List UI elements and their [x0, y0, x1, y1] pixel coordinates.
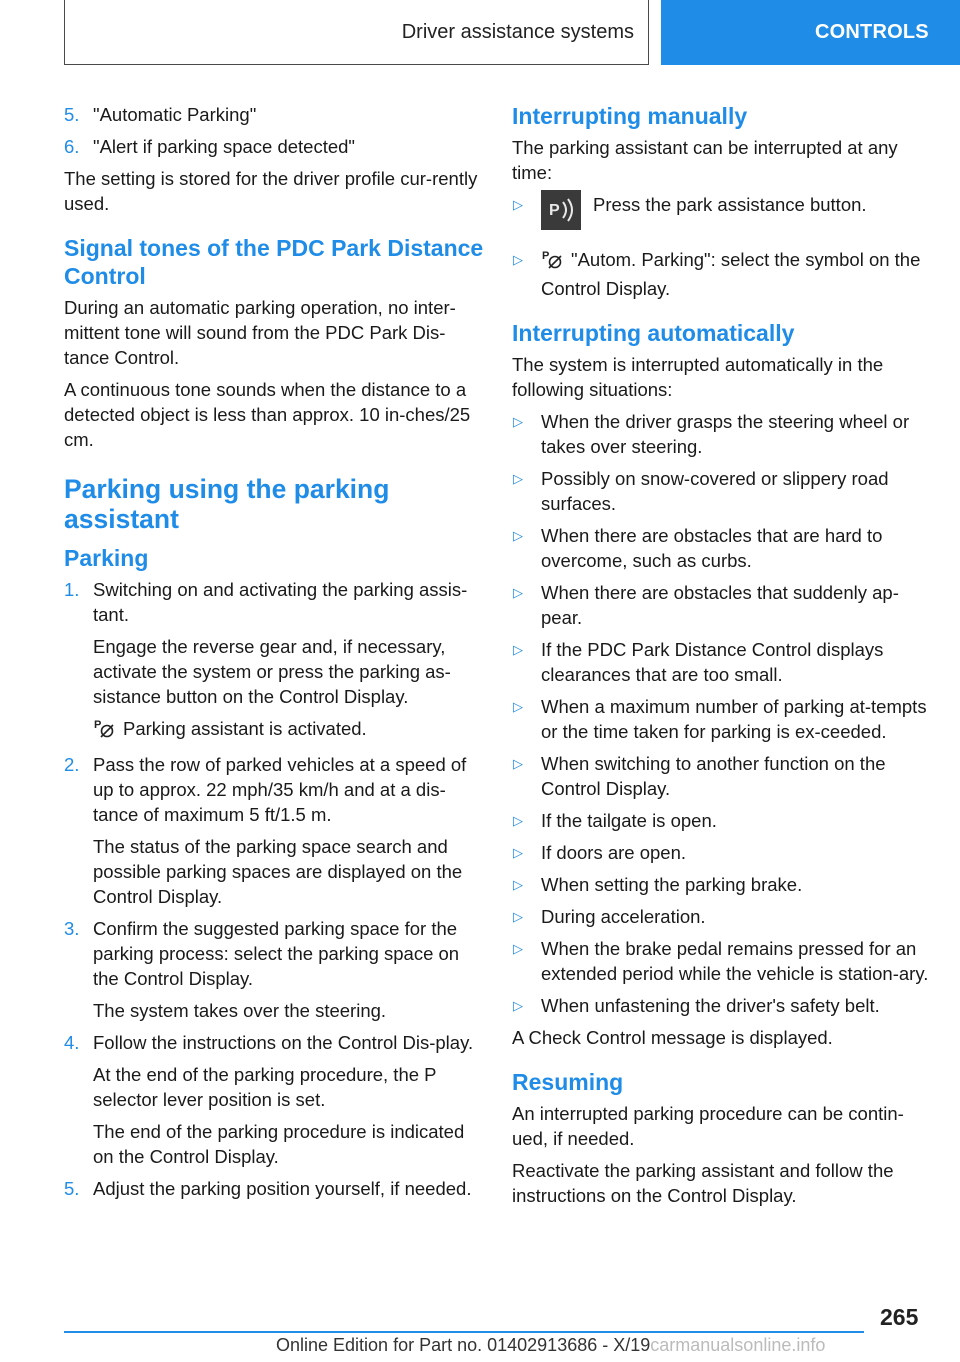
triangle-right-icon: ▷ — [513, 528, 523, 543]
svg-text:P: P — [549, 202, 560, 219]
svg-text:P: P — [542, 250, 550, 262]
item-text: When the brake pedal remains pressed for an extended period while the vehicle is station-ary. — [541, 938, 929, 984]
triangle-right-icon: ▷ — [513, 756, 523, 771]
item-text: When setting the parking brake. — [541, 874, 803, 895]
auto-heading: Interrupting automatically — [512, 320, 795, 346]
item-text: When there are obstacles that suddenly ap-pear. — [541, 582, 899, 628]
step-text: Confirm the suggested parking space for the parking process: select the parking space on the Control Display. — [93, 918, 460, 989]
footer-divider — [64, 1331, 864, 1333]
list-item — [512, 580, 932, 630]
parking-assistant-icon — [93, 717, 117, 745]
step-text: Pass the row of parked vehicles at a speed of up to approx. 22 mph/35 km/h and at a dis-tance of maximum 5 ft/1.5 m. — [93, 754, 467, 825]
auto-list — [512, 409, 932, 1018]
item-text: When the driver grasps the steering wheel or takes over steering. — [541, 411, 910, 457]
park-assistance-button-icon — [541, 190, 581, 230]
right-column — [512, 102, 932, 1215]
item-text: When unfastening the driver's safety belt. — [541, 995, 880, 1016]
list-item — [512, 409, 932, 459]
resume-paragraph-2: Reactivate the parking assistant and follow the instructions on the Control Display. — [512, 1160, 894, 1206]
triangle-right-icon: ▷ — [513, 642, 523, 657]
triangle-right-icon: ▷ — [513, 845, 523, 860]
item-text: Press the park assistance button. — [593, 194, 867, 215]
parking-heading: Parking — [64, 545, 149, 571]
list-item — [512, 751, 932, 801]
item-text: When there are obstacles that are hard to overcome, such as curbs. — [541, 525, 883, 571]
stored-text: The setting is stored for the driver profile cur-rently used. — [64, 168, 478, 214]
triangle-right-icon: ▷ — [513, 998, 523, 1013]
list-item — [512, 694, 932, 744]
step-text: The end of the parking procedure is indicated on the Control Display. — [93, 1121, 465, 1167]
resume-paragraph-1: An interrupted parking procedure can be contin-ued, if needed. — [512, 1103, 904, 1149]
auto-paragraph: The system is interrupted automatically in the following situations: — [512, 354, 884, 400]
list-item — [512, 840, 932, 865]
item-text: If doors are open. — [541, 842, 687, 863]
step-number: 4. — [64, 1032, 80, 1053]
watermark-text: carmanualsonline.info — [650, 1335, 826, 1355]
svg-text:P: P — [94, 719, 102, 731]
left-column — [64, 102, 484, 1208]
step-text: Parking assistant is activated. — [123, 718, 367, 739]
list-item — [512, 993, 932, 1018]
item-text: "Automatic Parking" — [93, 104, 257, 125]
list-item — [64, 102, 484, 127]
chapter-title: CONTROLS — [815, 21, 929, 43]
triangle-right-icon: ▷ — [513, 813, 523, 828]
edition-text: Online Edition for Part no. 01402913686 - X/19 — [276, 1335, 651, 1355]
triangle-right-icon: ▷ — [513, 414, 523, 429]
triangle-right-icon: ▷ — [513, 197, 523, 212]
triangle-right-icon: ▷ — [513, 471, 523, 486]
manual-heading: Interrupting manually — [512, 103, 748, 129]
step-text: Adjust the parking position yourself, if needed. — [93, 1178, 472, 1199]
list-item — [512, 247, 932, 301]
item-text: If the PDC Park Distance Control displays clearances that are too small. — [541, 639, 884, 685]
step-number: 1. — [64, 579, 80, 600]
step-text: Follow the instructions on the Control Dis-play. — [93, 1032, 474, 1053]
item-text: Possibly on snow-covered or slippery road surfaces. — [541, 468, 889, 514]
list-item — [512, 808, 932, 833]
list-item — [512, 523, 932, 573]
check-control-text: A Check Control message is displayed. — [512, 1027, 833, 1048]
step-number: 3. — [64, 918, 80, 939]
triangle-right-icon: ▷ — [513, 877, 523, 892]
item-number: 5. — [64, 104, 80, 125]
section-title: Driver assistance systems — [401, 20, 634, 43]
step-text: The status of the parking space search and possible parking spaces are displayed on the Control Display. — [93, 836, 463, 907]
item-text: "Alert if parking space detected" — [93, 136, 355, 157]
step-text: The system takes over the steering. — [93, 1000, 387, 1021]
item-text: When switching to another function on the Control Display. — [541, 753, 886, 799]
main-heading: Parking using the parking assistant — [64, 474, 390, 534]
signal-paragraph-1: During an automatic parking operation, no inter-mittent tone will sound from the PDC Park Dis-tance Control. — [64, 297, 456, 368]
manual-paragraph: The parking assistant can be interrupted at any time: — [512, 137, 898, 183]
triangle-right-icon: ▷ — [513, 909, 523, 924]
step-5 — [64, 1176, 484, 1201]
item-number: 6. — [64, 136, 80, 157]
item-text: If the tailgate is open. — [541, 810, 717, 831]
item-text: When a maximum number of parking at-tempts or the time taken for parking is ex-ceeded. — [541, 696, 927, 742]
triangle-right-icon: ▷ — [513, 252, 523, 267]
step-text: Engage the reverse gear and, if necessary, activate the system or press the parking as-sistance button on the Control Display. — [93, 636, 451, 707]
step-3 — [64, 916, 484, 1023]
parking-assistant-icon — [541, 248, 565, 276]
section-header — [64, 0, 649, 65]
signal-heading: Signal tones of the PDC Park Distance Control — [64, 235, 484, 289]
triangle-right-icon: ▷ — [513, 585, 523, 600]
page-number: 265 — [880, 1304, 919, 1330]
step-1 — [64, 577, 484, 745]
item-text: During acceleration. — [541, 906, 706, 927]
list-item — [512, 872, 932, 897]
step-number: 2. — [64, 754, 80, 775]
list-item — [512, 192, 932, 240]
list-item — [512, 466, 932, 516]
step-text: At the end of the parking procedure, the P selector lever position is set. — [93, 1064, 437, 1110]
step-number: 5. — [64, 1178, 80, 1199]
step-text: Switching on and activating the parking assis-tant. — [93, 579, 468, 625]
list-item — [512, 637, 932, 687]
signal-paragraph-2: A continuous tone sounds when the distance to a detected object is less than approx. 10 in-ches/25 cm. — [64, 379, 471, 450]
resume-heading: Resuming — [512, 1069, 624, 1095]
list-item — [512, 936, 932, 986]
list-item — [64, 134, 484, 159]
chapter-tab — [661, 0, 960, 65]
footer-text — [276, 1335, 825, 1356]
list-item — [512, 904, 932, 929]
item-text: "Autom. Parking": select the symbol on the Control Display. — [541, 249, 921, 299]
triangle-right-icon: ▷ — [513, 941, 523, 956]
step-2 — [64, 752, 484, 909]
step-4 — [64, 1030, 484, 1169]
triangle-right-icon: ▷ — [513, 699, 523, 714]
